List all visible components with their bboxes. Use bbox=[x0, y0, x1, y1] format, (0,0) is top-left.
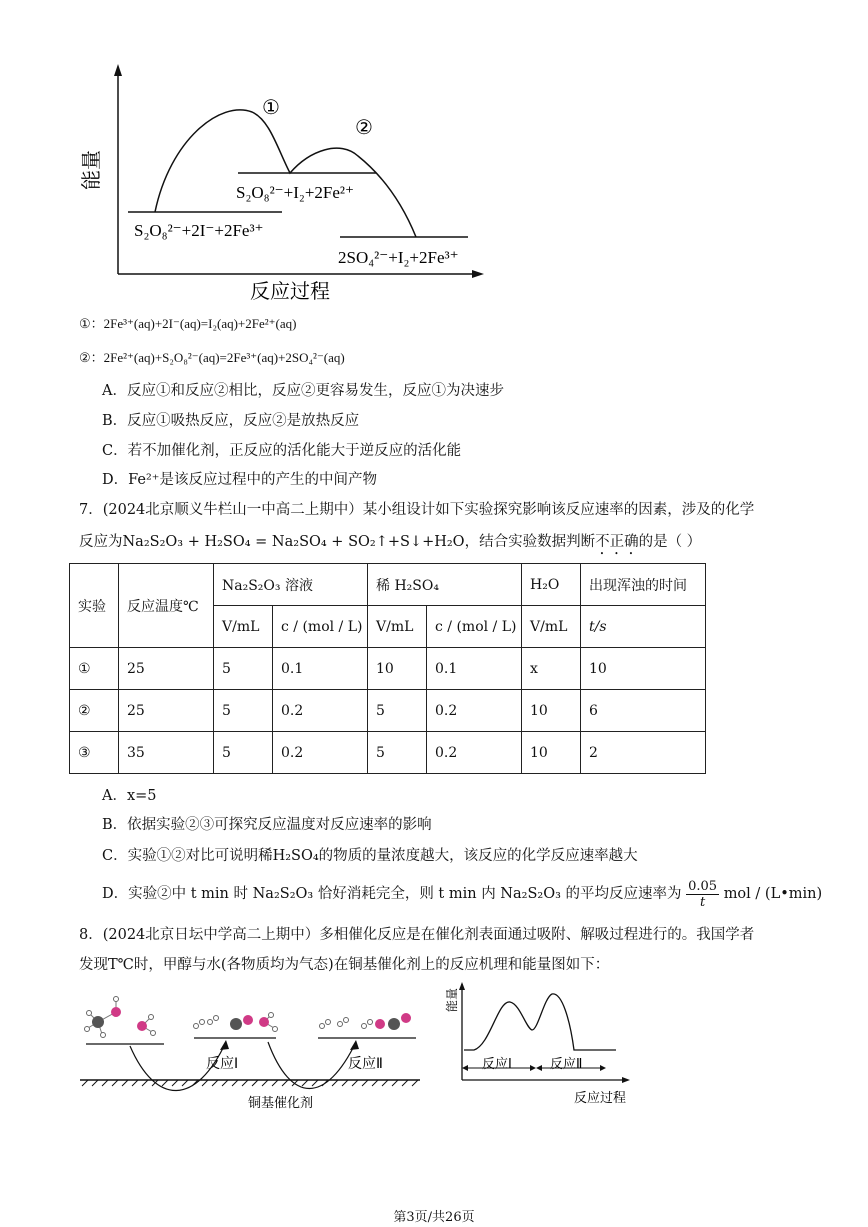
table-cell: ① bbox=[70, 648, 119, 690]
page-footer: 第3页/共26页 bbox=[393, 1210, 475, 1225]
table-cell: 5 bbox=[214, 732, 273, 774]
q7-equation: 反应为Na₂S₂O₃ + H₂SO₄ = Na₂SO₄ + SO₂↑+S↓+H₂O，结合实验数据判断 bbox=[79, 534, 596, 550]
q7-option-d-text: D．实验②中 t min 时 Na₂S₂O₃ 恰好消耗完全，则 t min 内 Na₂S₂O₃ 的平均反应速率为 bbox=[102, 886, 682, 902]
table-cell: 0.2 bbox=[427, 690, 522, 732]
table-row bbox=[70, 690, 706, 732]
table-cell: 10 bbox=[522, 732, 581, 774]
peak1-label: ① bbox=[262, 95, 280, 119]
table-cell: 0.2 bbox=[273, 732, 368, 774]
mechanism-label-r1: 反应Ⅰ bbox=[206, 1056, 239, 1072]
q7-stem-line1: 7．(2024北京顺义牛栏山一中高二上期中）某小组设计如下实验探究影响该反应速率的因素，涉及的化学 bbox=[79, 502, 755, 518]
table-cell: 0.2 bbox=[273, 690, 368, 732]
th-experiment: 实验 bbox=[70, 564, 119, 648]
energy-diagram-1 bbox=[70, 60, 490, 310]
mechanism-label-r2: 反应Ⅱ bbox=[348, 1056, 383, 1072]
table-cell: ③ bbox=[70, 732, 119, 774]
energy-axis-label: 能量 bbox=[445, 987, 459, 1012]
reactant-label: S₂O₈²⁻+2I⁻+2Fe³⁺ bbox=[134, 221, 264, 240]
equation-1: ①：2Fe³⁺(aq)+2I⁻(aq)=I₂(aq)+2Fe²⁺(aq) bbox=[79, 316, 297, 331]
y-axis-arrow-icon bbox=[114, 64, 122, 76]
q7-option-a[interactable]: A．x=5 bbox=[102, 788, 157, 804]
table-cell: 5 bbox=[214, 648, 273, 690]
table-cell: 0.1 bbox=[427, 648, 522, 690]
energy-curve-2 bbox=[464, 994, 616, 1050]
table-cell: ② bbox=[70, 690, 119, 732]
q6-option-d[interactable]: D．Fe²⁺是该反应过程中的产生的中间产物 bbox=[102, 472, 377, 488]
table-cell: 5 bbox=[214, 690, 273, 732]
x-axis-arrow-icon bbox=[472, 270, 484, 278]
th-c1: c / (mol / L) bbox=[273, 606, 368, 648]
energy-label-r1: 反应Ⅰ bbox=[482, 1057, 512, 1072]
table-cell: 10 bbox=[522, 690, 581, 732]
y-axis-arrow-icon bbox=[459, 982, 465, 990]
product-label: 2SO₄²⁻+I₂+2Fe³⁺ bbox=[338, 248, 459, 267]
th-na2s2o3: Na₂S₂O₃ 溶液 bbox=[214, 564, 368, 606]
q7-blank: 的是（ ） bbox=[638, 534, 702, 550]
y-axis-label: 能量 bbox=[79, 150, 103, 190]
q6-option-c[interactable]: C．若不加催化剂，正反应的活化能大于逆反应的活化能 bbox=[102, 443, 462, 459]
th-v1: V/mL bbox=[214, 606, 273, 648]
peak2-label: ② bbox=[355, 115, 373, 139]
process-axis-label: 反应过程 bbox=[574, 1091, 627, 1106]
table-row bbox=[70, 732, 706, 774]
table-cell: 25 bbox=[119, 690, 214, 732]
th-temperature: 反应温度℃ bbox=[119, 564, 214, 648]
x-axis-label: 反应过程 bbox=[250, 279, 330, 303]
th-c2: c / (mol / L) bbox=[427, 606, 522, 648]
table-row bbox=[70, 648, 706, 690]
equation-2: ②：2Fe²⁺(aq)+S₂O₈²⁻(aq)=2Fe³⁺(aq)+2SO₄²⁻(aq) bbox=[79, 350, 345, 365]
q7-emphasis: 不正确 bbox=[595, 534, 639, 550]
catalyst-label: 铜基催化剂 bbox=[248, 1096, 314, 1111]
table-cell: x bbox=[522, 648, 581, 690]
table-cell: 10 bbox=[368, 648, 427, 690]
q6-option-a[interactable]: A．反应①和反应②相比，反应②更容易发生，反应①为决速步 bbox=[102, 383, 504, 399]
q7-option-b[interactable]: B．依据实验②③可探究反应温度对反应速率的影响 bbox=[102, 817, 432, 833]
table-cell: 0.2 bbox=[427, 732, 522, 774]
rate-unit: mol / (L•min) bbox=[723, 886, 823, 902]
q6-option-b[interactable]: B．反应①吸热反应，反应②是放热反应 bbox=[102, 413, 360, 429]
table-cell: 2 bbox=[581, 732, 706, 774]
table-cell: 25 bbox=[119, 648, 214, 690]
table-cell: 35 bbox=[119, 732, 214, 774]
th-h2so4: 稀 H₂SO₄ bbox=[368, 564, 522, 606]
th-v2: V/mL bbox=[368, 606, 427, 648]
th-t: t/s bbox=[581, 606, 706, 648]
intermediate-label: S₂O₈²⁻+I₂+2Fe²⁺ bbox=[236, 183, 354, 202]
experiment-table bbox=[69, 563, 706, 774]
q7-option-c[interactable]: C．实验①②对比可说明稀H₂SO₄的物质的量浓度越大，该反应的化学反应速率越大 bbox=[102, 848, 638, 864]
table-cell: 5 bbox=[368, 732, 427, 774]
x-axis-arrow-icon bbox=[622, 1077, 630, 1083]
q8-stem-line1: 8．(2024北京日坛中学高二上期中）多相催化反应是在催化剂表面通过吸附、解吸过程进行的。我国学者 bbox=[79, 927, 755, 943]
table-cell: 6 bbox=[581, 690, 706, 732]
mechanism-figure bbox=[76, 986, 426, 1116]
energy-diagram-2 bbox=[440, 980, 640, 1110]
table-cell: 0.1 bbox=[273, 648, 368, 690]
th-time: 出现浑浊的时间 bbox=[581, 564, 706, 606]
table-cell: 10 bbox=[581, 648, 706, 690]
rate-fraction: $\frac{0.05}{t}$ bbox=[688, 878, 718, 910]
th-water: H₂O bbox=[522, 564, 581, 606]
energy-label-r2: 反应Ⅱ bbox=[550, 1057, 583, 1072]
q7-option-d[interactable] bbox=[102, 877, 822, 911]
q7-stem-line2 bbox=[79, 532, 701, 558]
q8-stem-line2: 发现T℃时，甲醇与水(各物质均为气态)在铜基催化剂上的反应机理和能量图如下： bbox=[79, 957, 610, 973]
th-v3: V/mL bbox=[522, 606, 581, 648]
table-cell: 5 bbox=[368, 690, 427, 732]
